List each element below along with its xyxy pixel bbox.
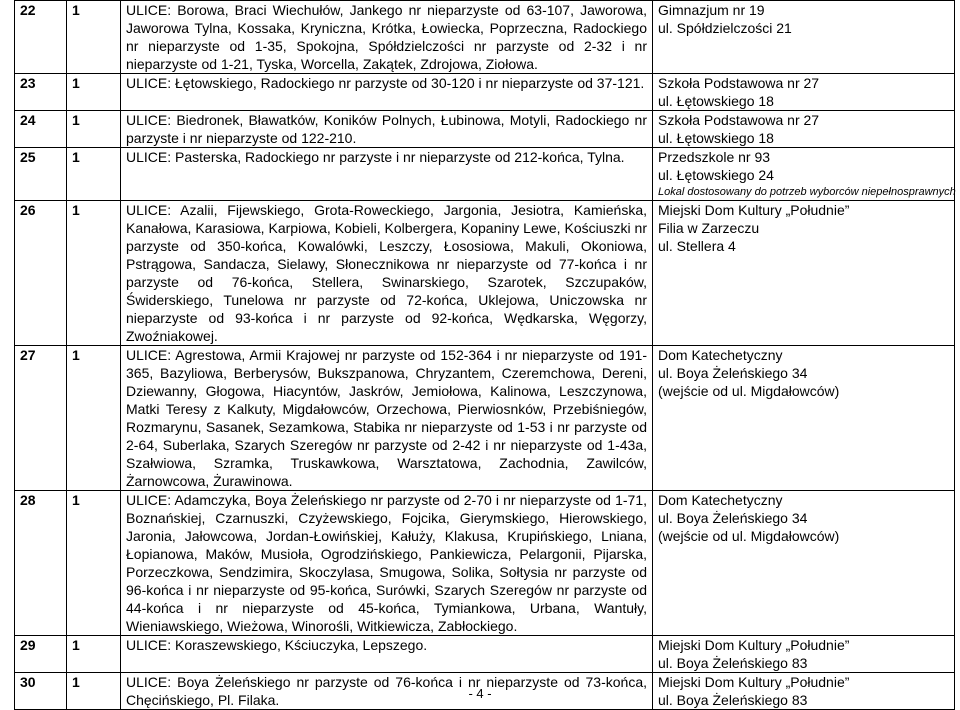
district-streets: ULICE: Azalii, Fijewskiego, Grota-Roweckiego, Jargonia, Jesiotra, Kamieńska, Kanałowa, Karasiowa, Karpiowa, Kobieli, Kolbergera, Kopaniny Lewe, Kościuszki nr parzyste od 350-końca, Kowalówki, Leszczy, Łososiowa, Makuli, Okoniowa, Pstrągowa, Sandacza, Sielawy, Słonecznikowa nr nieparzyste od 77-końca i nr parzyste od 76-końca, Stellera, Swinarskiego, Szarotek, Szczupaków, Świderskiego, Tunelowa nr parzyste od 72-końca, Uklejowa, Uniczowska nr nieparzyste od 93-końca i nr parzyste od 92-końca, Wędkarska, Węgorzy, Zwoźniakowej. bbox=[121, 201, 653, 346]
commission-seat-line: Gimnazjum nr 19 bbox=[658, 2, 765, 18]
commission-seat-line: Szkoła Podstawowa nr 27 bbox=[658, 112, 820, 128]
district-count: 1 bbox=[67, 1, 121, 74]
accessibility-note: Lokal dostosowany do potrzeb wyborców niepełnosprawnych bbox=[658, 186, 956, 198]
commission-seat-line: Dom Katechetyczny bbox=[658, 347, 783, 363]
district-count: 1 bbox=[67, 111, 121, 148]
district-number: 24 bbox=[15, 111, 67, 148]
commission-seat-line: ul. Boya Żeleńskiego 83 bbox=[658, 692, 808, 708]
commission-seat bbox=[653, 636, 955, 673]
commission-seat bbox=[653, 491, 955, 636]
page-number: - 4 - bbox=[468, 686, 492, 701]
district-count: 1 bbox=[67, 636, 121, 673]
table-row bbox=[15, 491, 955, 636]
commission-seat-line: ul. Boya Żeleńskiego 34 bbox=[658, 510, 808, 526]
commission-seat-line: ul. Łętowskiego 18 bbox=[658, 93, 774, 109]
commission-seat-line: ul. Stellera 4 bbox=[658, 238, 736, 254]
commission-seat-line: Dom Katechetyczny bbox=[658, 492, 783, 508]
district-streets: ULICE: Biedronek, Bławatków, Koników Polnych, Łubinowa, Motyli, Radockiego nr parzyste i nr nieparzyste od 122-210. bbox=[121, 111, 653, 148]
commission-seat bbox=[653, 111, 955, 148]
district-count: 1 bbox=[67, 148, 121, 201]
district-streets: ULICE: Łętowskiego, Radockiego nr parzyste od 30-120 i nr nieparzyste od 37-121. bbox=[121, 74, 653, 111]
district-number: 26 bbox=[15, 201, 67, 346]
commission-seat-line: Miejski Dom Kultury „Południe” bbox=[658, 637, 850, 653]
table-row bbox=[15, 201, 955, 346]
commission-seat-line: ul. Łętowskiego 24 bbox=[658, 167, 774, 183]
district-count: 1 bbox=[67, 74, 121, 111]
polling-districts-table bbox=[14, 0, 955, 710]
table-row bbox=[15, 148, 955, 201]
district-number: 29 bbox=[15, 636, 67, 673]
district-streets: ULICE: Agrestowa, Armii Krajowej nr parzyste od 152-364 i nr nieparzyste od 191-365, Bazyliowa, Berberysów, Bukszpanowa, Chryzantem, Czeremchowa, Dereni, Dziewanny, Głogowa, Hiacyntów, Jaskrów, Jemiołowa, Kalinowa, Leszczynowa, Matki Teresy z Kalkuty, Migdałowców, Orzechowa, Pierwiosnków, Przebiśniegów, Rozmarynu, Sasanek, Sezamkowa, Stabika nr nieparzyste od 1-53 i nr parzyste od 2-64, Suberlaka, Szarych Szeregów nr parzyste od 2-42 i nr nieparzyste od 1-43a, Szałwiowa, Szramka, Truskawkowa, Warsztatowa, Zachodnia, Zawilców, Żarnowcowa, Żurawinowa. bbox=[121, 346, 653, 491]
commission-seat bbox=[653, 74, 955, 111]
district-count: 1 bbox=[67, 346, 121, 491]
district-number: 23 bbox=[15, 74, 67, 111]
commission-seat-line: ul. Łętowskiego 18 bbox=[658, 130, 774, 146]
commission-seat bbox=[653, 201, 955, 346]
document-page bbox=[14, 0, 954, 710]
table-row bbox=[15, 636, 955, 673]
commission-seat-line: ul. Spółdzielczości 21 bbox=[658, 20, 792, 36]
commission-seat bbox=[653, 148, 955, 201]
commission-seat-line: (wejście od ul. Migdałowców) bbox=[658, 528, 840, 544]
district-number: 30 bbox=[15, 673, 67, 710]
district-streets: ULICE: Koraszewskiego, Kściuczyka, Lepszego. bbox=[121, 636, 653, 673]
district-streets: ULICE: Borowa, Braci Wiechułów, Jankego nr nieparzyste od 63-107, Jaworowa, Jaworowa Tylna, Kossaka, Kryniczna, Krótka, Łowiecka, Poprzeczna, Radockiego nr nieparzyste od 1-35, Spokojna, Spółdzielczości nr parzyste od 2-32 i nr nieparzyste od 1-21, Tyska, Worcella, Zakątek, Zdrojowa, Ziołowa. bbox=[121, 1, 653, 74]
table-row bbox=[15, 111, 955, 148]
commission-seat-line: Miejski Dom Kultury „Południe” bbox=[658, 202, 850, 218]
district-number: 28 bbox=[15, 491, 67, 636]
table-row bbox=[15, 74, 955, 111]
district-streets: ULICE: Adamczyka, Boya Żeleńskiego nr parzyste od 2-70 i nr nieparzyste od 1-71, Boznańskiej, Czarnuszki, Czyżewskiego, Fojcika, Gierymskiego, Hierowskiego, Jaronia, Jałowcowa, Jordan-Łowińskiej, Kałuży, Klakusa, Krupińskiego, Lniana, Łopianowa, Maków, Musioła, Ogrodzińskiego, Pankiewicza, Pelargonii, Pijarska, Porzeczkowa, Sendzimira, Skoczylasa, Smugowa, Solika, Sołtysia nr parzyste od 96-końca i nr nieparzyste od 95-końca, Surówki, Szarych Szeregów nr parzyste od 44-końca i nr nieparzyste od 45-końca, Tymiankowa, Urbana, Wantuły, Wieniawskiego, Wieżowa, Winorośli, Witkiewicza, Zabłockiego. bbox=[121, 491, 653, 636]
commission-seat-line: Przedszkole nr 93 bbox=[658, 149, 771, 165]
district-number: 27 bbox=[15, 346, 67, 491]
commission-seat-line: Szkoła Podstawowa nr 27 bbox=[658, 75, 820, 91]
district-streets: ULICE: Pasterska, Radockiego nr parzyste i nr nieparzyste od 212-końca, Tylna. bbox=[121, 148, 653, 201]
commission-seat bbox=[653, 346, 955, 491]
district-streets: ULICE: Boya Żeleńskiego nr parzyste od 76-końca i nr nieparzyste od 73-końca, Chęcińskiego, Pl. Filaka. bbox=[121, 673, 653, 710]
district-number: 22 bbox=[15, 1, 67, 74]
commission-seat-line: (wejście od ul. Migdałowców) bbox=[658, 383, 840, 399]
district-number: 25 bbox=[15, 148, 67, 201]
commission-seat-line: ul. Boya Żeleńskiego 34 bbox=[658, 365, 808, 381]
commission-seat-line: Filia w Zarzeczu bbox=[658, 220, 760, 236]
district-count: 1 bbox=[67, 491, 121, 636]
table-row bbox=[15, 346, 955, 491]
commission-seat-line: Miejski Dom Kultury „Południe” bbox=[658, 674, 850, 690]
district-count: 1 bbox=[67, 201, 121, 346]
commission-seat-line: ul. Boya Żeleńskiego 83 bbox=[658, 655, 808, 671]
table-row bbox=[15, 1, 955, 74]
commission-seat bbox=[653, 1, 955, 74]
table-body bbox=[15, 1, 955, 710]
district-count: 1 bbox=[67, 673, 121, 710]
